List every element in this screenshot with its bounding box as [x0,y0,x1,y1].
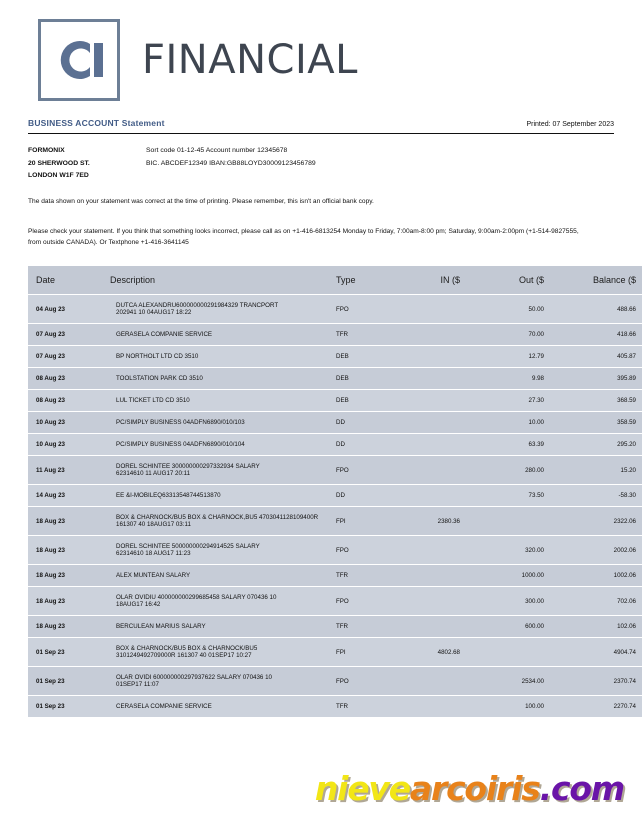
description-line-2: 18AUG17 16:42 [116,601,161,609]
cell-description [102,638,332,667]
notice-printing: The data shown on your statement was correct at the time of printing. Please remember, this isn't an official bank copy. [28,197,374,205]
account-details [28,145,614,183]
cell-in [388,295,466,324]
cell-balance: 102.06 [550,616,642,638]
table-row [28,324,642,346]
table-row [28,456,642,485]
column-header-in: IN ($ [388,266,466,295]
watermark-part-1: nieve [314,769,410,808]
cell-out: 1000.00 [466,565,550,587]
cell-description [102,346,332,368]
description-line-1: LUL TICKET LTD CD 3510 [116,397,190,405]
cell-date: 07 Aug 23 [28,346,102,368]
cell-description [102,587,332,616]
cell-out: 50.00 [466,295,550,324]
cell-balance: 395.89 [550,368,642,390]
table-row [28,565,642,587]
cell-out: 280.00 [466,456,550,485]
cell-description [102,434,332,456]
description-line-1: BERCULEAN MARIUS SALARY [116,623,206,631]
cell-out: 27.30 [466,390,550,412]
description-line-2: 3101249492709000R 161307 40 01SEP17 10:27 [116,652,252,660]
description-line-1: BP NORTHOLT LTD CD 3510 [116,353,199,361]
cell-date: 08 Aug 23 [28,368,102,390]
cell-date: 18 Aug 23 [28,536,102,565]
cell-in [388,368,466,390]
table-row [28,638,642,667]
cell-out: 9.98 [466,368,550,390]
sort-code-line: Sort code 01-12-45 Account number 12345678 [146,147,288,154]
description-line-2: 202941 10 04AUG17 18:22 [116,309,192,317]
cell-balance: 15.20 [550,456,642,485]
watermark-part-3: .com [539,769,624,808]
brand-wordmark: FINANCIAL [142,37,358,83]
cell-out: 600.00 [466,616,550,638]
cell-date: 04 Aug 23 [28,295,102,324]
cell-type: DD [332,485,388,507]
cell-out: 2534.00 [466,667,550,696]
cell-date: 01 Sep 23 [28,638,102,667]
cell-description [102,295,332,324]
cell-date: 07 Aug 23 [28,324,102,346]
cell-description [102,390,332,412]
table-row [28,390,642,412]
cell-type: TFR [332,696,388,718]
cell-type: FPO [332,536,388,565]
cell-type: DEB [332,368,388,390]
cell-type: TFR [332,616,388,638]
cell-date: 18 Aug 23 [28,616,102,638]
description-line-1: GERASELA COMPANIE SERVICE [116,331,213,339]
description-line-1: CERASELA COMPANIE SERVICE [116,703,212,711]
cell-in: 2380.36 [388,507,466,536]
cell-out: 12.79 [466,346,550,368]
cell-balance: 418.66 [550,324,642,346]
cell-out: 100.00 [466,696,550,718]
cell-description [102,368,332,390]
cell-balance: 4904.74 [550,638,642,667]
description-line-1: EE &I-MOBILEQ63313548744513870 [116,492,221,500]
statement-title: BUSINESS ACCOUNT Statement [28,118,165,128]
cell-description [102,324,332,346]
description-line-2: 161307 40 18AUG17 03:11 [116,521,191,529]
cell-date: 01 Sep 23 [28,667,102,696]
cell-balance: 702.06 [550,587,642,616]
statement-header-bar [28,118,614,134]
cell-balance: 488.66 [550,295,642,324]
table-row [28,485,642,507]
cell-balance: 358.59 [550,412,642,434]
cell-description [102,456,332,485]
cell-date: 18 Aug 23 [28,565,102,587]
table-row [28,412,642,434]
cell-description [102,507,332,536]
ci-logo-icon [38,19,120,101]
cell-in [388,536,466,565]
table-header-row [28,266,642,295]
cell-in [388,667,466,696]
description-line-1: BOX & CHARNOCK/BU5 BOX & CHARNOCK/BU5 [116,645,258,653]
account-holder-name: FORMONIX [28,147,65,154]
cell-in [388,390,466,412]
cell-date: 18 Aug 23 [28,507,102,536]
cell-in [388,565,466,587]
cell-description [102,667,332,696]
bic-iban-line: BIC. ABCDEF12349 IBAN:GB88LOYD30009123456789 [146,159,316,167]
description-line-1: DOREL SCHINTEE 300000000297332934 SALARY [116,463,260,471]
cell-type: FPO [332,295,388,324]
cell-out [466,507,550,536]
cell-type: FPO [332,587,388,616]
cell-type: FPO [332,456,388,485]
description-line-1: TOOLSTATION PARK CD 3510 [116,375,203,383]
table-row [28,696,642,718]
description-line-1: DUTCA ALEXANDRU600000000291984329 TRANCPORT [116,302,279,310]
cell-date: 10 Aug 23 [28,434,102,456]
description-line-1: OLAR OVIDI 600000000297937622 SALARY 070436 10 [116,674,272,682]
column-header-out: Out ($ [466,266,550,295]
table-row [28,616,642,638]
cell-type: FPI [332,638,388,667]
table-row [28,507,642,536]
cell-date: 14 Aug 23 [28,485,102,507]
cell-in [388,696,466,718]
cell-out: 10.00 [466,412,550,434]
account-address-line1: 20 SHERWOOD ST. [28,159,90,167]
description-line-1: PC/SIMPLY BUSINESS 04ADFN6890/010/104 [116,441,245,449]
cell-out: 320.00 [466,536,550,565]
notice-contact: Please check your statement. If you think that something looks incorrect, please call as on +1-416-6813254 Monday to Friday, 7:00am-8:00 pm; Saturday, 9:00am-2:00pm (+1-514-9827555, from outside CANADA). Or Textphone +1-416-3641145 [28,228,579,246]
cell-out [466,638,550,667]
cell-type: FPI [332,507,388,536]
cell-date: 18 Aug 23 [28,587,102,616]
account-address [28,145,146,183]
cell-date: 01 Sep 23 [28,696,102,718]
table-row [28,667,642,696]
cell-balance: 2002.06 [550,536,642,565]
table-row [28,295,642,324]
cell-type: TFR [332,324,388,346]
cell-in [388,346,466,368]
table-row [28,536,642,565]
cell-in: 4802.68 [388,638,466,667]
description-line-1: PC/SIMPLY BUSINESS 04ADFN6890/010/103 [116,419,245,427]
cell-type: FPO [332,667,388,696]
table-row [28,587,642,616]
site-watermark [315,769,624,808]
transactions-table [28,266,642,718]
cell-description [102,412,332,434]
cell-out: 63.39 [466,434,550,456]
cell-in [388,485,466,507]
cell-out: 73.50 [466,485,550,507]
cell-date: 08 Aug 23 [28,390,102,412]
table-row [28,368,642,390]
cell-type: DEB [332,346,388,368]
description-line-2: 62314610 11 AUG17 20:11 [116,470,191,478]
column-header-description: Description [102,266,332,295]
cell-description [102,536,332,565]
account-address-line2: LONDON W1F 7ED [28,172,89,180]
description-line-2: 01SEP17 11:07 [116,681,159,689]
cell-description [102,696,332,718]
cell-out: 300.00 [466,587,550,616]
cell-description [102,565,332,587]
description-line-1: DOREL SCHINTEE 500000000294914525 SALARY [116,543,260,551]
description-line-1: BOX & CHARNOCK/BU5 BOX & CHARNOCK,BU5 4703041128109400R [116,514,319,522]
cell-balance: 295.20 [550,434,642,456]
cell-in [388,324,466,346]
table-row [28,434,642,456]
cell-balance: 2370.74 [550,667,642,696]
cell-balance: 368.59 [550,390,642,412]
cell-in [388,412,466,434]
cell-date: 10 Aug 23 [28,412,102,434]
cell-balance: 405.87 [550,346,642,368]
description-line-1: OLAR OVIDIU 400000000299685458 SALARY 070436 10 [116,594,277,602]
cell-type: DEB [332,390,388,412]
watermark-part-2: arcoiris [409,769,540,808]
cell-balance: 2322.06 [550,507,642,536]
cell-type: DD [332,412,388,434]
cell-in [388,434,466,456]
printed-date: Printed: 07 September 2023 [526,121,614,128]
cell-description [102,616,332,638]
cell-type: TFR [332,565,388,587]
cell-in [388,616,466,638]
description-line-2: 62314610 18 AUG17 11:23 [116,550,191,558]
transactions-body [28,295,642,718]
cell-balance: 2270.74 [550,696,642,718]
cell-in [388,587,466,616]
column-header-date: Date [28,266,102,295]
cell-in [388,456,466,485]
brand-header [28,0,614,96]
cell-type: DD [332,434,388,456]
cell-balance: -58.30 [550,485,642,507]
cell-out: 70.00 [466,324,550,346]
column-header-type: Type [332,266,388,295]
cell-description [102,485,332,507]
description-line-1: ALEX MUNTEAN SALARY [116,572,191,580]
cell-balance: 1002.06 [550,565,642,587]
cell-date: 11 Aug 23 [28,456,102,485]
table-row [28,346,642,368]
account-identifiers [146,145,316,183]
column-header-balance: Balance ($ [550,266,642,295]
